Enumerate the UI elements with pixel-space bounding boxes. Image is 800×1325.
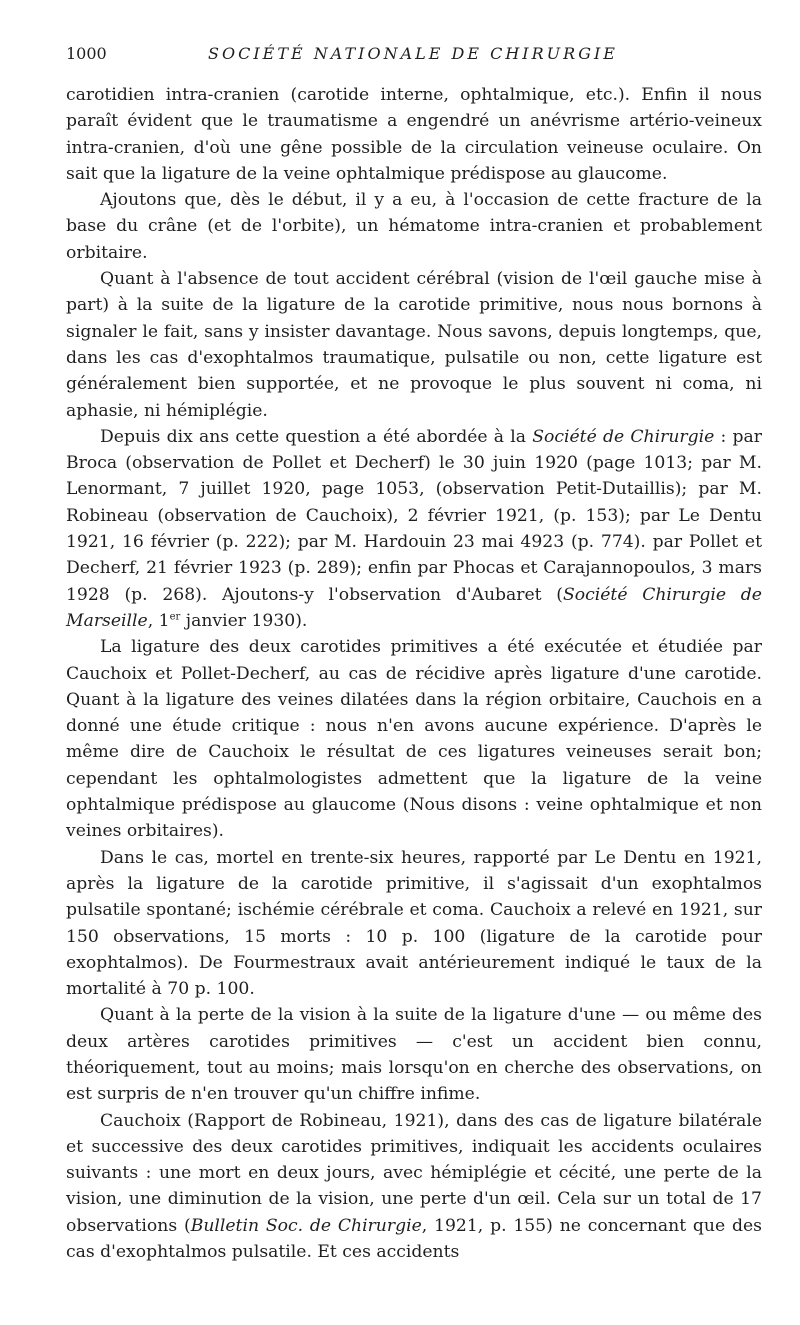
paragraph bbox=[66, 187, 762, 266]
text-run: Cauchoix (Rapport de Robineau, 1921), dans des cas de ligature bilatérale et successive des deux carotides primitives, indiquait les accidents oculaires suivants : une mort en deux jours, avec hémiplégie et cécité, une perte de la vision, une diminution de la vision, une perte d'un œil. Cela sur un total de 17 observations ( bbox=[66, 1110, 762, 1236]
running-title: SOCIÉTÉ NATIONALE DE CHIRURGIE bbox=[208, 44, 618, 63]
text-run: janvier 1930). bbox=[180, 610, 308, 631]
text-run: , 1921, p. 155) ne concernant que des cas d'exophtalmos pulsatile. Et ces accidents bbox=[66, 1215, 762, 1263]
page-header bbox=[66, 40, 760, 68]
text-run: Quant à l'absence de tout accident cérébral (vision de l'œil gauche mise à part) à la suite de la ligature de la carotide primitive, nous nous bornons à signaler le fait, sans y insister davantage. Nous savons, depuis longtemps, que, dans les cas d'exophtalmos traumatique, pulsatile ou non, cette ligature est généralement bien supportée, et ne provoque le plus souvent ni coma, ni aphasie, ni hémiplégie. bbox=[66, 269, 762, 421]
text-run: , 1 bbox=[147, 610, 170, 631]
superscript: er bbox=[169, 611, 181, 623]
text-run: Quant à la perte de la vision à la suite de la ligature d'une — ou même des deux artères carotides primitives — c'est un accident bien connu, théoriquement, tout au moins; mais lorsqu'on en cherche des observations, on est surpris de n'en trouver qu'un chiffre infime. bbox=[66, 1005, 762, 1105]
text-run: : par Broca (observation de Pollet et Decherf) le 30 juin 1920 (page 1013; par M. Lenormant, 7 juillet 1920, page 1053, (observation Petit-Dutaillis); par M. Robineau (observation de Cauchoix), 2 février 1921, (p. 153); par Le Dentu 1921, 16 février (p. 222); par M. Hardouin 23 mai 4923 (p. 774). par Pollet et Decherf, 21 février 1923 (p. 289); enfin par Phocas et Carajannopoulos, 3 mars 1928 (p. 268). Ajoutons-y l'observation d'Aubaret ( bbox=[66, 426, 762, 605]
text-run: La ligature des deux carotides primitives a été exécutée et étudiée par Cauchoix et Pollet-Decherf, au cas de récidive après ligature d'une carotide. Quant à la ligature des veines dilatées dans la région orbitaire, Cauchois en a donné une étude critique : nous n'en avons aucune expérience. D'après le même dire de Cauchoix le résultat de ces ligatures veineuses serait bon; cependant les ophtalmologistes admettent que la ligature de la veine ophtalmique prédispose au glaucome (Nous disons : veine ophtalmique et non veines orbitaires). bbox=[66, 637, 762, 842]
paragraph bbox=[66, 1002, 762, 1107]
paragraph bbox=[66, 634, 762, 844]
paragraph bbox=[66, 424, 762, 634]
page-number: 1000 bbox=[66, 44, 107, 63]
paragraph bbox=[66, 1108, 762, 1266]
italic-citation: Société Chirurgie de Marseille bbox=[66, 584, 762, 631]
italic-citation: Bulletin Soc. de Chirurgie bbox=[190, 1215, 422, 1236]
text-run: Depuis dix ans cette question a été abordée à la bbox=[100, 426, 533, 447]
body-text bbox=[66, 82, 762, 1265]
text-run: carotidien intra-cranien (carotide interne, ophtalmique, etc.). Enfin il nous paraît évident que le traumatisme a engendré un anévrisme artério-veineux intra-cranien, d'où une gêne possible de la circulation veineuse oculaire. On sait que la ligature de la veine ophtalmique prédispose au glaucome. bbox=[66, 85, 762, 184]
italic-citation: Société de Chirurgie bbox=[532, 426, 715, 447]
text-run: Dans le cas, mortel en trente-six heures, rapporté par Le Dentu en 1921, après la ligature de la carotide primitive, il s'agissait d'un exophtalmos pulsatile spontané; ischémie cérébrale et coma. Cauchoix a relevé en 1921, sur 150 observations, 15 morts : 10 p. 100 (ligature de la carotide pour exophtalmos). De Fourmestraux avait antérieurement indiqué le taux de la mortalité à 70 p. 100. bbox=[66, 847, 762, 1000]
text-run: Ajoutons que, dès le début, il y a eu, à l'occasion de cette fracture de la base du crâne (et de l'orbite), un hématome intra-cranien et probablement orbitaire. bbox=[66, 190, 762, 263]
paragraph bbox=[66, 266, 762, 424]
paragraph bbox=[66, 845, 762, 1003]
paragraph bbox=[66, 82, 762, 187]
